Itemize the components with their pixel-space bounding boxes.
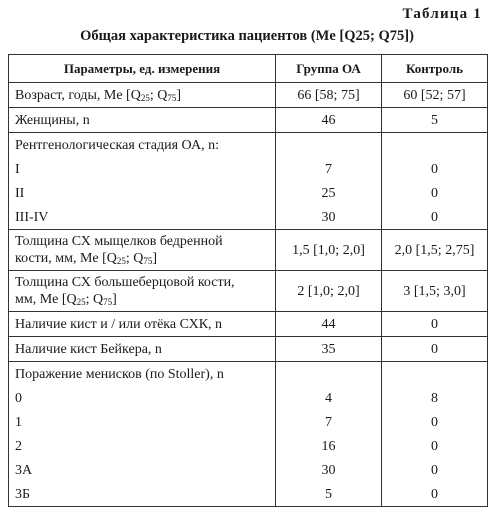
header-oa-group: Группа ОА	[276, 55, 382, 83]
patients-table	[8, 54, 488, 507]
cell-control: 0	[382, 482, 488, 507]
row-label-menisci: Поражение менисков (по Stoller), n	[9, 362, 276, 387]
cell-oa	[276, 133, 382, 158]
cell-oa: 35	[276, 337, 382, 362]
row-label-women: Женщины, n	[9, 108, 276, 133]
header-row	[9, 55, 488, 83]
row-label-age: Возраст, годы, Me [$Q_{25}$; $Q_{75}$]	[9, 83, 276, 108]
table-row	[9, 108, 488, 133]
table-row	[9, 410, 488, 434]
cell-oa: 7	[276, 157, 382, 181]
cell-oa: 4	[276, 386, 382, 410]
cell-oa: 44	[276, 312, 382, 337]
row-label-meniscus-3b: 3Б	[9, 482, 276, 507]
row-label-stage-ii: II	[9, 181, 276, 205]
table-row	[9, 337, 488, 362]
cell-control: 0	[382, 410, 488, 434]
cell-oa	[276, 362, 382, 387]
cell-control: 5	[382, 108, 488, 133]
row-label-stage-i: I	[9, 157, 276, 181]
cell-oa: 66 [58; 75]	[276, 83, 382, 108]
table-row	[9, 362, 488, 387]
cell-oa: 30	[276, 205, 382, 230]
table-row	[9, 181, 488, 205]
row-label-femur-thickness: Толщина СХ мыщелков бедренной кости, мм, Me [$Q_{25}$; $Q_{75}$]	[9, 230, 276, 271]
header-parameters: Параметры, ед. измерения	[9, 55, 276, 83]
cell-control: 0	[382, 458, 488, 482]
table-row	[9, 83, 488, 108]
cell-control: 0	[382, 337, 488, 362]
cell-control: 60 [52; 57]	[382, 83, 488, 108]
table-row	[9, 133, 488, 158]
cell-control: 2,0 [1,5; 2,75]	[382, 230, 488, 271]
header-control: Контроль	[382, 55, 488, 83]
table-row	[9, 205, 488, 230]
row-label-xray-stage: Рентгенологическая стадия ОА, n:	[9, 133, 276, 158]
table-row	[9, 458, 488, 482]
row-label-baker-cysts: Наличие кист Бейкера, n	[9, 337, 276, 362]
table-row	[9, 312, 488, 337]
cell-oa: 5	[276, 482, 382, 507]
cell-oa: 2 [1,0; 2,0]	[276, 271, 382, 312]
table-row	[9, 157, 488, 181]
row-label-meniscus-0: 0	[9, 386, 276, 410]
row-label-meniscus-2: 2	[9, 434, 276, 458]
cell-control	[382, 133, 488, 158]
cell-control: 0	[382, 434, 488, 458]
table-number: Таблица 1	[402, 6, 482, 22]
row-label-stage-iii-iv: III-IV	[9, 205, 276, 230]
row-label-meniscus-1: 1	[9, 410, 276, 434]
cell-control: 0	[382, 312, 488, 337]
cell-oa: 25	[276, 181, 382, 205]
cell-control	[382, 362, 488, 387]
cell-oa: 1,5 [1,0; 2,0]	[276, 230, 382, 271]
row-label-cysts: Наличие кист и / или отёка СХК, n	[9, 312, 276, 337]
cell-control: 3 [1,5; 3,0]	[382, 271, 488, 312]
table-row	[9, 482, 488, 507]
table-title: Общая характеристика пациентов (Me [Q25; Q75])	[80, 28, 414, 44]
cell-control: 0	[382, 181, 488, 205]
cell-oa: 7	[276, 410, 382, 434]
cell-oa: 46	[276, 108, 382, 133]
row-label-tibia-thickness: Толщина СХ большеберцовой кости, мм, Me [$Q_{25}$; $Q_{75}$]	[9, 271, 276, 312]
cell-control: 0	[382, 205, 488, 230]
table-row	[9, 230, 488, 271]
cell-oa: 30	[276, 458, 382, 482]
cell-oa: 16	[276, 434, 382, 458]
table-row	[9, 386, 488, 410]
row-label-meniscus-3a: 3А	[9, 458, 276, 482]
cell-control: 8	[382, 386, 488, 410]
table-row	[9, 434, 488, 458]
cell-control: 0	[382, 157, 488, 181]
table-row	[9, 271, 488, 312]
